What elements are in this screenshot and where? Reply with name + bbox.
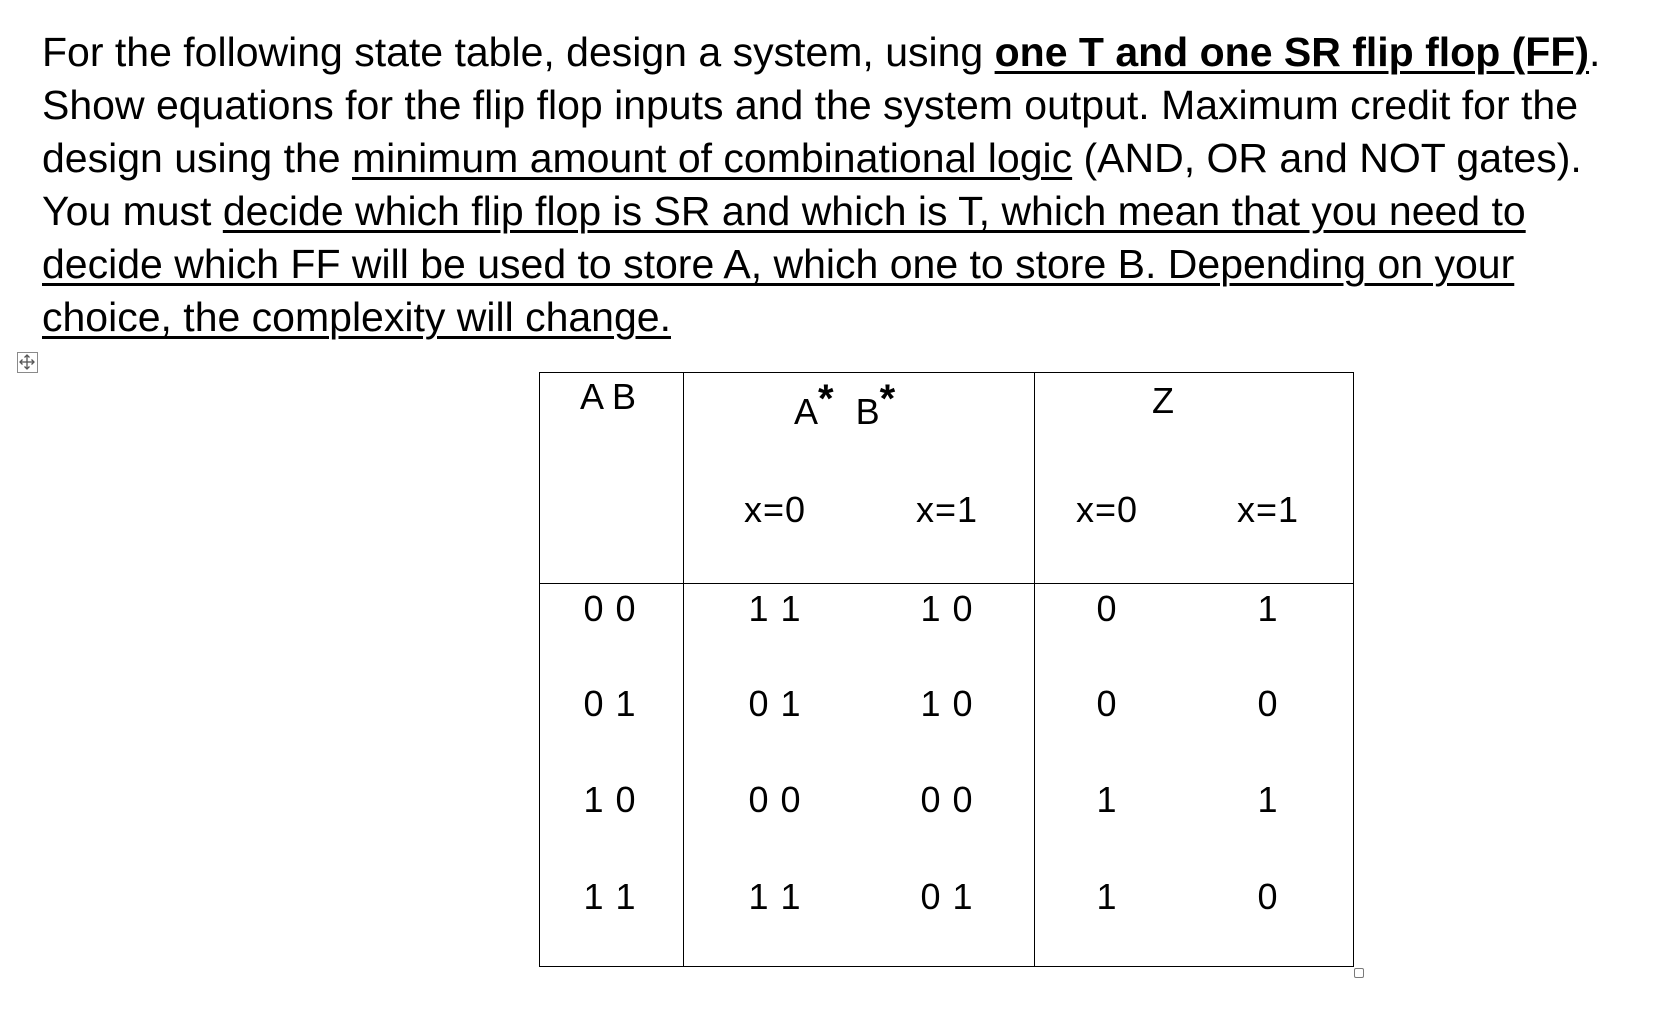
- statement-line-5: decide which FF will be used to store A, which one to store B. Depending on your: [42, 241, 1515, 287]
- statement-line-1: [42, 26, 1662, 79]
- table-resize-handle[interactable]: [1354, 968, 1364, 978]
- row-z-x0: 1: [1096, 779, 1118, 820]
- row-next-x1: 1 0: [920, 588, 974, 629]
- statement-line-4: [42, 185, 1662, 238]
- row-z-x0: 1: [1096, 876, 1118, 917]
- row-ab: 0 0: [583, 588, 637, 629]
- complexity-emphasis: choice, the complexity will change.: [42, 294, 671, 340]
- row-z-x0: 0: [1096, 588, 1118, 629]
- row-next-x0: 0 1: [748, 683, 802, 724]
- statement-line-6: [42, 291, 1662, 344]
- column-divider: [683, 373, 684, 966]
- state-table: [539, 372, 1354, 967]
- header-star: *: [879, 377, 896, 421]
- statement-text: For the following state table, design a system, using: [42, 29, 995, 75]
- statement-line-3: [42, 132, 1662, 185]
- header-divider: [540, 583, 1353, 584]
- header-z-x0: x=0: [1075, 489, 1139, 530]
- row-ab: 1 1: [583, 876, 637, 917]
- row-z-x1: 0: [1257, 876, 1279, 917]
- ff-requirement: one T and one SR flip flop (FF): [994, 29, 1590, 75]
- header-star: *: [818, 377, 834, 421]
- statement-line-2: Show equations for the flip flop inputs and the system output. Maximum credit for the: [42, 82, 1579, 128]
- row-next-x0: 1 1: [748, 876, 802, 917]
- row-z-x1: 1: [1257, 779, 1279, 820]
- header-next-b: B: [855, 391, 880, 432]
- column-divider: [1034, 373, 1035, 966]
- header-next-x0: x=0: [743, 489, 807, 530]
- min-logic-emphasis: minimum amount of combinational logic: [352, 135, 1073, 181]
- row-next-x0: 1 1: [748, 588, 802, 629]
- row-ab: 0 1: [583, 683, 637, 724]
- header-next-x1: x=1: [915, 489, 979, 530]
- header-z: Z: [1152, 380, 1174, 421]
- row-z-x0: 0: [1096, 683, 1118, 724]
- problem-statement: [42, 26, 1662, 344]
- header-ab: A B: [580, 376, 637, 417]
- statement-text: (AND, OR and NOT gates).: [1072, 135, 1582, 181]
- header-z-x1: x=1: [1236, 489, 1300, 530]
- decide-emphasis: decide which flip flop is SR and which is T, which mean that you need to: [222, 188, 1526, 234]
- row-next-x1: 1 0: [920, 683, 974, 724]
- row-z-x1: 0: [1257, 683, 1279, 724]
- header-next-a: A: [794, 391, 819, 432]
- statement-period: .: [1589, 29, 1601, 75]
- row-next-x1: 0 1: [920, 876, 974, 917]
- table-move-handle-icon[interactable]: [17, 352, 38, 373]
- statement-text: design using the: [42, 135, 353, 181]
- row-next-x1: 0 0: [920, 779, 974, 820]
- row-next-x0: 0 0: [748, 779, 802, 820]
- row-z-x1: 1: [1257, 588, 1279, 629]
- statement-text: You must: [42, 188, 223, 234]
- row-ab: 1 0: [583, 779, 637, 820]
- header-next-state: [794, 377, 896, 432]
